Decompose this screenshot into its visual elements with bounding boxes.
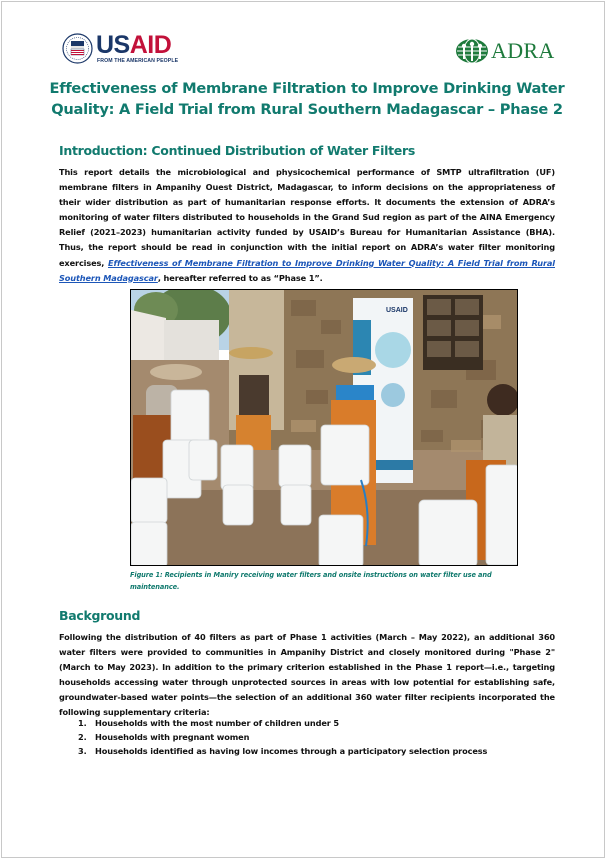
introduction-heading: Introduction: Continued Distribution of Water Filters <box>59 143 415 158</box>
figure-caption: Figure 1: Recipients in Maniry receiving water filters and onsite instructions on water filter use and maintenance. <box>130 571 492 591</box>
adra-globe-icon <box>455 38 489 64</box>
water-filter-distribution-photo <box>131 290 518 566</box>
criteria-item: 2. Households with pregnant women <box>78 732 250 742</box>
title-line-2: Quality: A Field Trial from Rural Southern Madagascar – Phase 2 <box>51 101 563 118</box>
phase1-report-link[interactable]: Effectiveness of Membrane Filtration to Improve Drinking Water Quality: A Field Trial from Rural Southern Madagascar <box>59 257 555 283</box>
background-paragraph: Following the distribution of 40 filters as part of Phase 1 activities (March – May 2022), an additional 360 water filters were provided to communities in Ampanihy District and closely monitored during "Phase 2" (March to May 2023). In addition to the primary criterion established in the Phase 1 report—i.e., targeting households accessing water through unprotected sources in areas with low potential for establishing safe, groundwater-based water points—the selection of an additional 360 water filter recipients incorporated the following supplementary criteria: <box>59 632 555 718</box>
banner-logo-text: USAID <box>386 307 408 314</box>
usaid-wordmark: USAID <box>96 31 172 59</box>
adra-logo <box>455 38 565 66</box>
usaid-tagline: FROM THE AMERICAN PEOPLE <box>97 58 179 64</box>
background-heading: Background <box>59 608 141 623</box>
usaid-logo <box>62 31 179 67</box>
adra-wordmark: ADRA <box>491 38 555 63</box>
document-title <box>42 78 572 120</box>
document-page <box>1 1 605 858</box>
criteria-item: 1. Households with the most number of children under 5 <box>78 718 339 728</box>
title-line-1: Effectiveness of Membrane Filtration to Improve Drinking Water <box>49 80 565 97</box>
introduction-paragraph: This report details the microbiological and physicochemical performance of SMTP ultrafiltration (UF) membrane filters in Ampanihy Ouest District, Madagascar, to inform decisions on the appropriateness of their wider distribution as part of humanitarian response efforts. It documents the extension of ADRA’s monitoring of water filters distributed to households in the Grand Sud region as part of the AINA Emergency Relief (2021–2023) humanitarian activity funded by USAID’s Bureau for Humanitarian Assistance (BHA). Thus, the report should be read in conjunction with the initial report on ADRA’s water filter monitoring exercises, Effectiveness of Membrane Filtration to Improve Drinking Water Quality: A Field Trial from Rural Southern Madagascar, hereafter referred to as “Phase 1”. <box>59 167 555 283</box>
criteria-item: 3. Households identified as having low incomes through a participatory selection process <box>78 746 488 756</box>
usaid-seal-icon <box>62 33 93 64</box>
figure-photo <box>130 289 518 566</box>
criteria-list <box>78 716 487 758</box>
